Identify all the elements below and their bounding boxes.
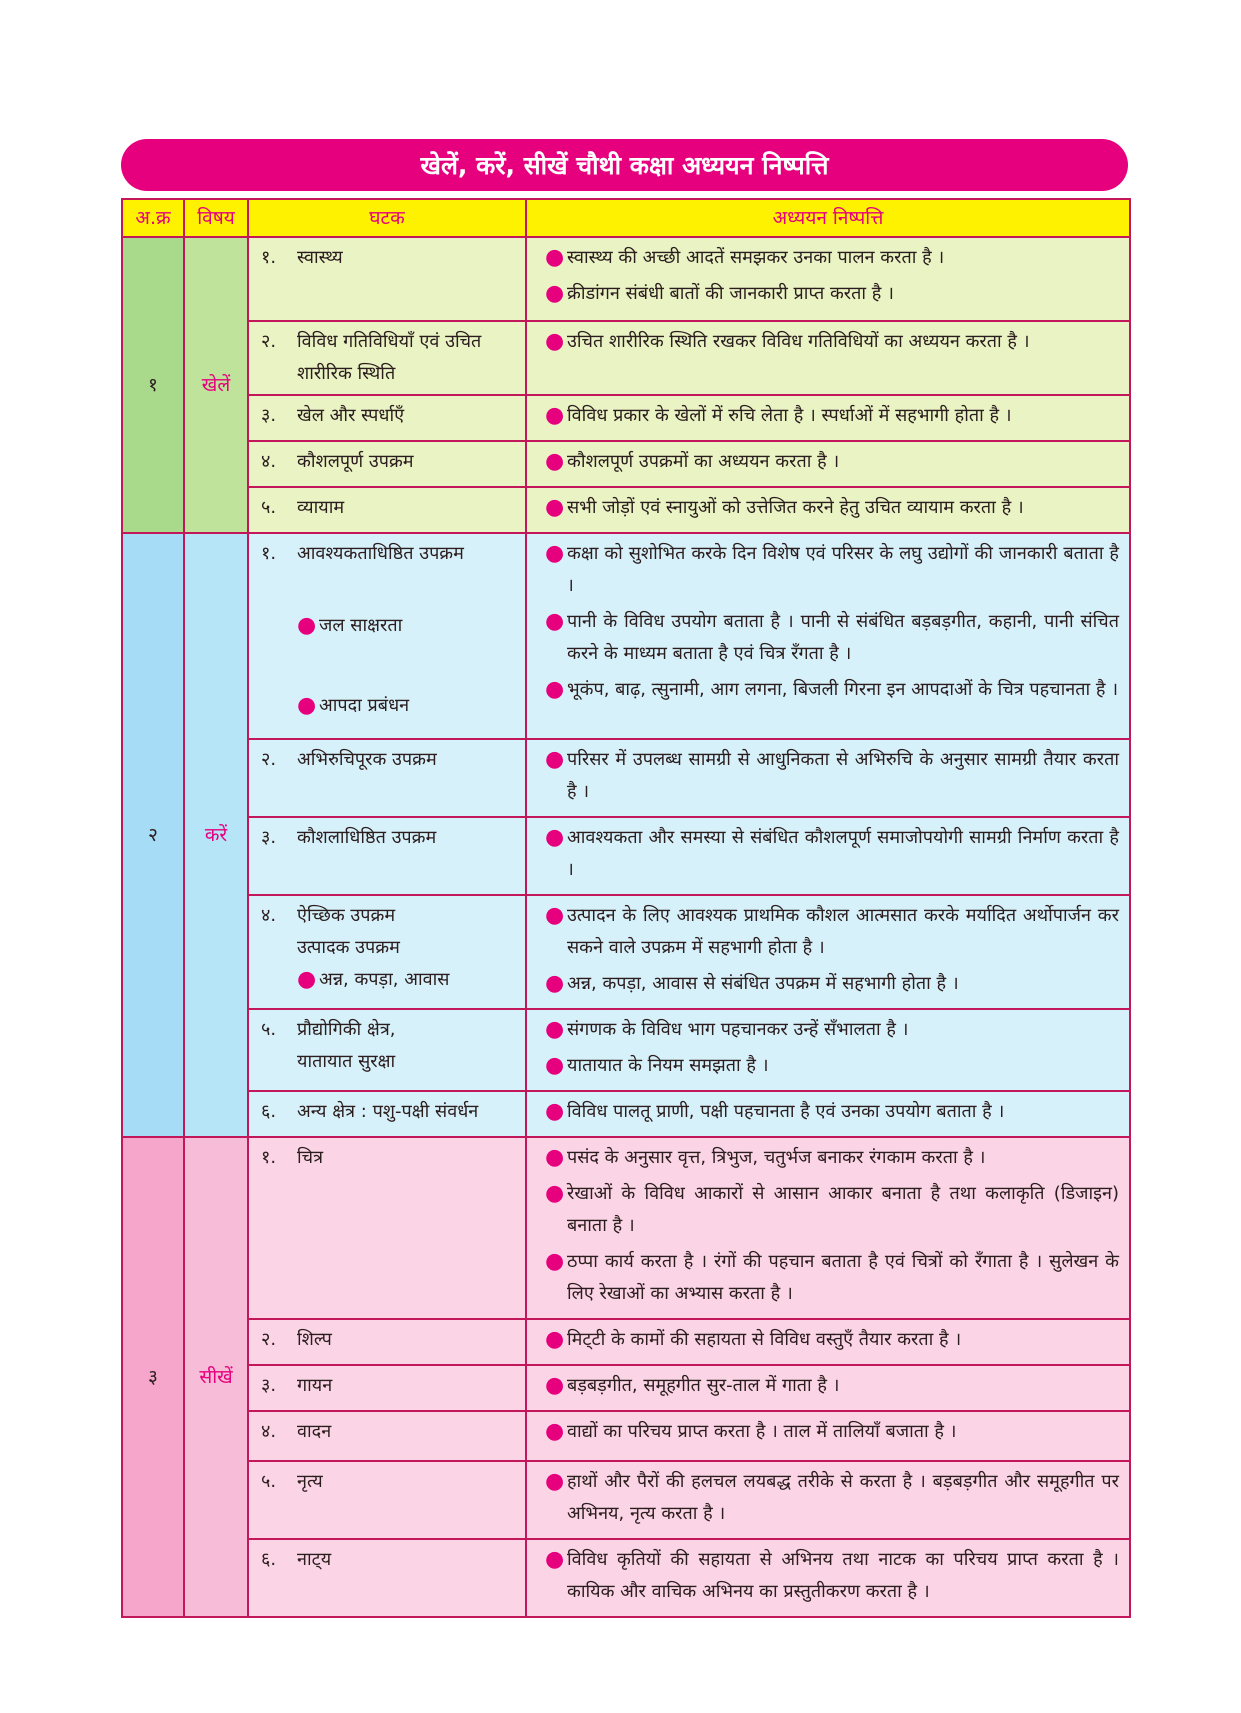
bullet-icon: ● [297,693,317,718]
bullet-icon: ● [545,747,565,772]
table-row [122,1319,1130,1365]
table-row [122,739,1130,817]
component-cell [248,1539,526,1617]
outcome-text: ठप्पा कार्य करता है । रंगों की पहचान बताता है एवं चित्रों को रँगाता है । सुलेखन के लिए रेखाओं का अभ्यास करता है । [567,1251,1119,1304]
table-row [122,1461,1130,1539]
group-subject: खेलें [184,237,248,533]
component-text: उत्पादक उपक्रम [297,937,400,958]
component-text: स्वास्थ्य [297,247,343,268]
outcome-cell [526,441,1130,487]
outcome-text: विविध कृतियों की सहायता से अभिनय तथा नाटक का परिचय प्राप्त करता है । कायिक और वाचिक अभिनय का प्रस्तुतीकरण करता है । [567,1549,1119,1602]
outcome-text: विविध प्रकार के खेलों में रुचि लेता है । स्पर्धाओं में सहभागी होता है । [567,405,1012,426]
component-subitem: अन्न, कपड़ा, आवास [319,969,450,990]
outcome-text: रेखाओं के विविध आकारों से आसान आकार बनाता है तथा कलाकृति (डिजाइन) बनाता है । [567,1183,1119,1236]
outcome-cell [526,487,1130,533]
component-text: यातायात सुरक्षा [297,1051,396,1072]
outcome-text: सभी जोड़ों एवं स्नायुओं को उत्तेजित करने हेतु उचित व्यायाम करता है । [567,497,1024,518]
header-component: घटक [248,199,526,237]
component-number: २. [261,749,277,770]
outcome-text: यातायात के नियम समझता है । [567,1055,769,1076]
component-text: आवश्यकताधिष्ठित उपक्रम [297,543,464,564]
table-row [122,1009,1130,1091]
component-subitem: आपदा प्रबंधन [319,695,410,716]
component-cell [248,895,526,1009]
component-number: ३. [261,827,277,848]
group-subject: सीखें [184,1137,248,1617]
component-cell [248,1365,526,1411]
component-text: गायन [297,1375,333,1396]
outcome-item [545,674,1119,706]
component-number: २. [261,1329,277,1350]
group-number: २ [122,533,184,1137]
component-text: शिल्प [297,1329,332,1350]
component-text: व्यायाम [297,497,345,518]
outcome-item [545,744,1119,808]
outcome-cell [526,1319,1130,1365]
bullet-icon: ● [545,495,565,520]
component-text: शारीरिक स्थिति [297,363,396,384]
component-number: ३. [261,1375,277,1396]
outcome-cell [526,1539,1130,1617]
component-number: ५. [261,1471,277,1492]
bullet-icon: ● [545,677,565,702]
table-row [122,441,1130,487]
outcome-text: उत्पादन के लिए आवश्यक प्राथमिक कौशल आत्मसात करके मर्यादित अर्थोपार्जन कर सकने वाले उपक्रम में सहभागी होता है । [567,905,1119,958]
bullet-icon: ● [297,613,317,638]
component-cell [248,321,526,395]
learning-outcomes-table [121,198,1131,1618]
table-row [122,395,1130,441]
outcome-text: विविध पालतू प्राणी, पक्षी पहचानता है एवं उनका उपयोग बताता है । [567,1101,1005,1122]
table-row [122,817,1130,895]
table-row [122,321,1130,395]
component-text: विविध गतिविधियाँ एवं उचित [297,331,482,352]
outcome-item [545,538,1119,602]
component-cell [248,441,526,487]
outcome-text: भूकंप, बाढ़, त्सुनामी, आग लगना, बिजली गिरना इन आपदाओं के चित्र पहचानता है । [567,679,1119,700]
component-number: १. [261,1147,277,1168]
outcome-item [545,1050,1119,1082]
outcome-item [545,1544,1119,1608]
table-header-row [122,199,1130,237]
bullet-icon: ● [545,1249,565,1274]
outcome-cell [526,1091,1130,1137]
component-text: अन्य क्षेत्र : पशु-पक्षी संवर्धन [297,1101,479,1122]
component-cell [248,1319,526,1365]
outcome-item [545,1014,1119,1046]
component-number: १. [261,247,277,268]
table-row [122,533,1130,739]
outcome-text: क्रीडांगन संबंधी बातों की जानकारी प्राप्त करता है । [567,283,894,304]
component-cell [248,533,526,739]
outcome-item [545,446,1119,478]
component-number: २. [261,331,277,352]
outcome-text: कौशलपूर्ण उपक्रमों का अध्ययन करता है । [567,451,840,472]
component-cell [248,487,526,533]
component-number: ५. [261,1019,277,1040]
bullet-icon: ● [545,1373,565,1398]
outcome-item [545,326,1119,358]
outcome-item [545,1370,1119,1402]
outcome-text: हाथों और पैरों की हलचल लयबद्ध तरीके से करता है । बड़बड़गीत और समूहगीत पर अभिनय, नृत्य करता है । [567,1471,1119,1524]
outcome-text: अन्न, कपड़ा, आवास से संबंधित उपक्रम में सहभागी होता है । [567,973,959,994]
bullet-icon: ● [545,825,565,850]
bullet-icon: ● [545,609,565,634]
component-number: १. [261,543,277,564]
component-cell [248,1461,526,1539]
outcome-item [545,1178,1119,1242]
table-row [122,487,1130,533]
outcome-cell [526,321,1130,395]
outcome-item [545,606,1119,670]
component-text: ऐच्छिक उपक्रम [297,905,396,926]
outcome-text: पसंद के अनुसार वृत्त, त्रिभुज, चतुर्भज बनाकर रंगकाम करता है । [567,1147,986,1168]
group-number: ३ [122,1137,184,1617]
component-cell [248,1137,526,1319]
component-cell [248,1091,526,1137]
outcome-cell [526,1137,1130,1319]
component-text: नृत्य [297,1471,323,1492]
bullet-icon: ● [545,403,565,428]
bullet-icon: ● [297,967,317,992]
outcome-cell [526,817,1130,895]
table-row [122,237,1130,321]
table-row [122,1411,1130,1461]
bullet-icon: ● [545,1327,565,1352]
outcome-item [545,822,1119,886]
outcome-item [545,1324,1119,1356]
component-number: ४. [261,905,277,926]
outcome-item [545,400,1119,432]
outcome-item [545,968,1119,1000]
outcome-item [545,278,1119,310]
outcome-cell [526,895,1130,1009]
bullet-icon: ● [545,1053,565,1078]
outcome-cell [526,1365,1130,1411]
outcome-text: आवश्यकता और समस्या से संबंधित कौशलपूर्ण समाजोपयोगी सामग्री निर्माण करता है । [567,827,1119,880]
component-cell [248,395,526,441]
component-text: प्रौद्योगिकी क्षेत्र, [297,1019,396,1040]
outcome-text: संगणक के विविध भाग पहचानकर उन्हें सँभालता है । [567,1019,909,1040]
outcome-item [545,1142,1119,1174]
outcome-item [545,1416,1119,1448]
bullet-icon: ● [545,971,565,996]
table-row [122,1091,1130,1137]
bullet-icon: ● [545,449,565,474]
outcome-text: स्वास्थ्य की अच्छी आदतें समझकर उनका पालन करता है । [567,247,945,268]
outcome-cell [526,237,1130,321]
component-text: कौशलाधिष्ठित उपक्रम [297,827,437,848]
bullet-icon: ● [545,1145,565,1170]
component-number: ६. [261,1549,277,1570]
outcome-item [545,1096,1119,1128]
component-subitem: जल साक्षरता [319,615,403,636]
table-row [122,1539,1130,1617]
outcome-item [545,1246,1119,1310]
table-row [122,1365,1130,1411]
page-title: खेलें, करें, सीखें चौथी कक्षा अध्ययन निष्पत्ति [121,139,1128,191]
component-cell [248,1411,526,1461]
component-cell [248,817,526,895]
outcome-cell [526,1461,1130,1539]
outcome-cell [526,533,1130,739]
outcome-text: बड़बड़गीत, समूहगीत सुर-ताल में गाता है । [567,1375,840,1396]
outcome-item [545,1466,1119,1530]
header-subject: विषय [184,199,248,237]
bullet-icon: ● [545,329,565,354]
component-number: ५. [261,497,277,518]
outcome-item [545,242,1119,274]
bullet-icon: ● [545,1419,565,1444]
group-number: १ [122,237,184,533]
bullet-icon: ● [545,1547,565,1572]
component-cell [248,739,526,817]
outcome-item [545,900,1119,964]
outcome-cell [526,395,1130,441]
header-serial: अ.क्र [122,199,184,237]
component-number: ४. [261,451,277,472]
bullet-icon: ● [545,541,565,566]
outcome-cell [526,739,1130,817]
outcome-text: पानी के विविध उपयोग बताता है । पानी से संबंधित बड़बड़गीत, कहानी, पानी संचित करने के माध्यम बताता है एवं चित्र रँगता है । [567,611,1119,664]
bullet-icon: ● [545,1017,565,1042]
component-cell [248,237,526,321]
component-number: ६. [261,1101,277,1122]
component-text: चित्र [297,1147,324,1168]
outcome-text: कक्षा को सुशोभित करके दिन विशेष एवं परिसर के लघु उद्योगों की जानकारी बताता है । [567,543,1119,596]
component-text: कौशलपूर्ण उपक्रम [297,451,414,472]
header-outcome: अध्ययन निष्पत्ति [526,199,1130,237]
bullet-icon: ● [545,903,565,928]
outcome-text: परिसर में उपलब्ध सामग्री से आधुनिकता से अभिरुचि के अनुसार सामग्री तैयार करता है । [567,749,1119,802]
component-text: वादन [297,1421,332,1442]
component-number: ४. [261,1421,277,1442]
bullet-icon: ● [545,1181,565,1206]
outcome-text: मिट्‌टी के कामों की सहायता से विविध वस्तुएँ तैयार करता है । [567,1329,962,1350]
group-subject: करें [184,533,248,1137]
outcome-item [545,492,1119,524]
bullet-icon: ● [545,245,565,270]
bullet-icon: ● [545,1099,565,1124]
component-text: अभिरुचिपूरक उपक्रम [297,749,437,770]
bullet-icon: ● [545,281,565,306]
outcome-text: वाद्यों का परिचय प्राप्त करता है । ताल में तालियाँ बजाता है । [567,1421,957,1442]
component-text: नाट्‌य [297,1549,332,1570]
table-row [122,1137,1130,1319]
outcome-text: उचित शारीरिक स्थिति रखकर विविध गतिविधियों का अध्ययन करता है । [567,331,1030,352]
bullet-icon: ● [545,1469,565,1494]
component-cell [248,1009,526,1091]
component-text: खेल और स्पर्धाएँ [297,405,405,426]
table-row [122,895,1130,1009]
component-number: ३. [261,405,277,426]
outcome-cell [526,1009,1130,1091]
outcome-cell [526,1411,1130,1461]
